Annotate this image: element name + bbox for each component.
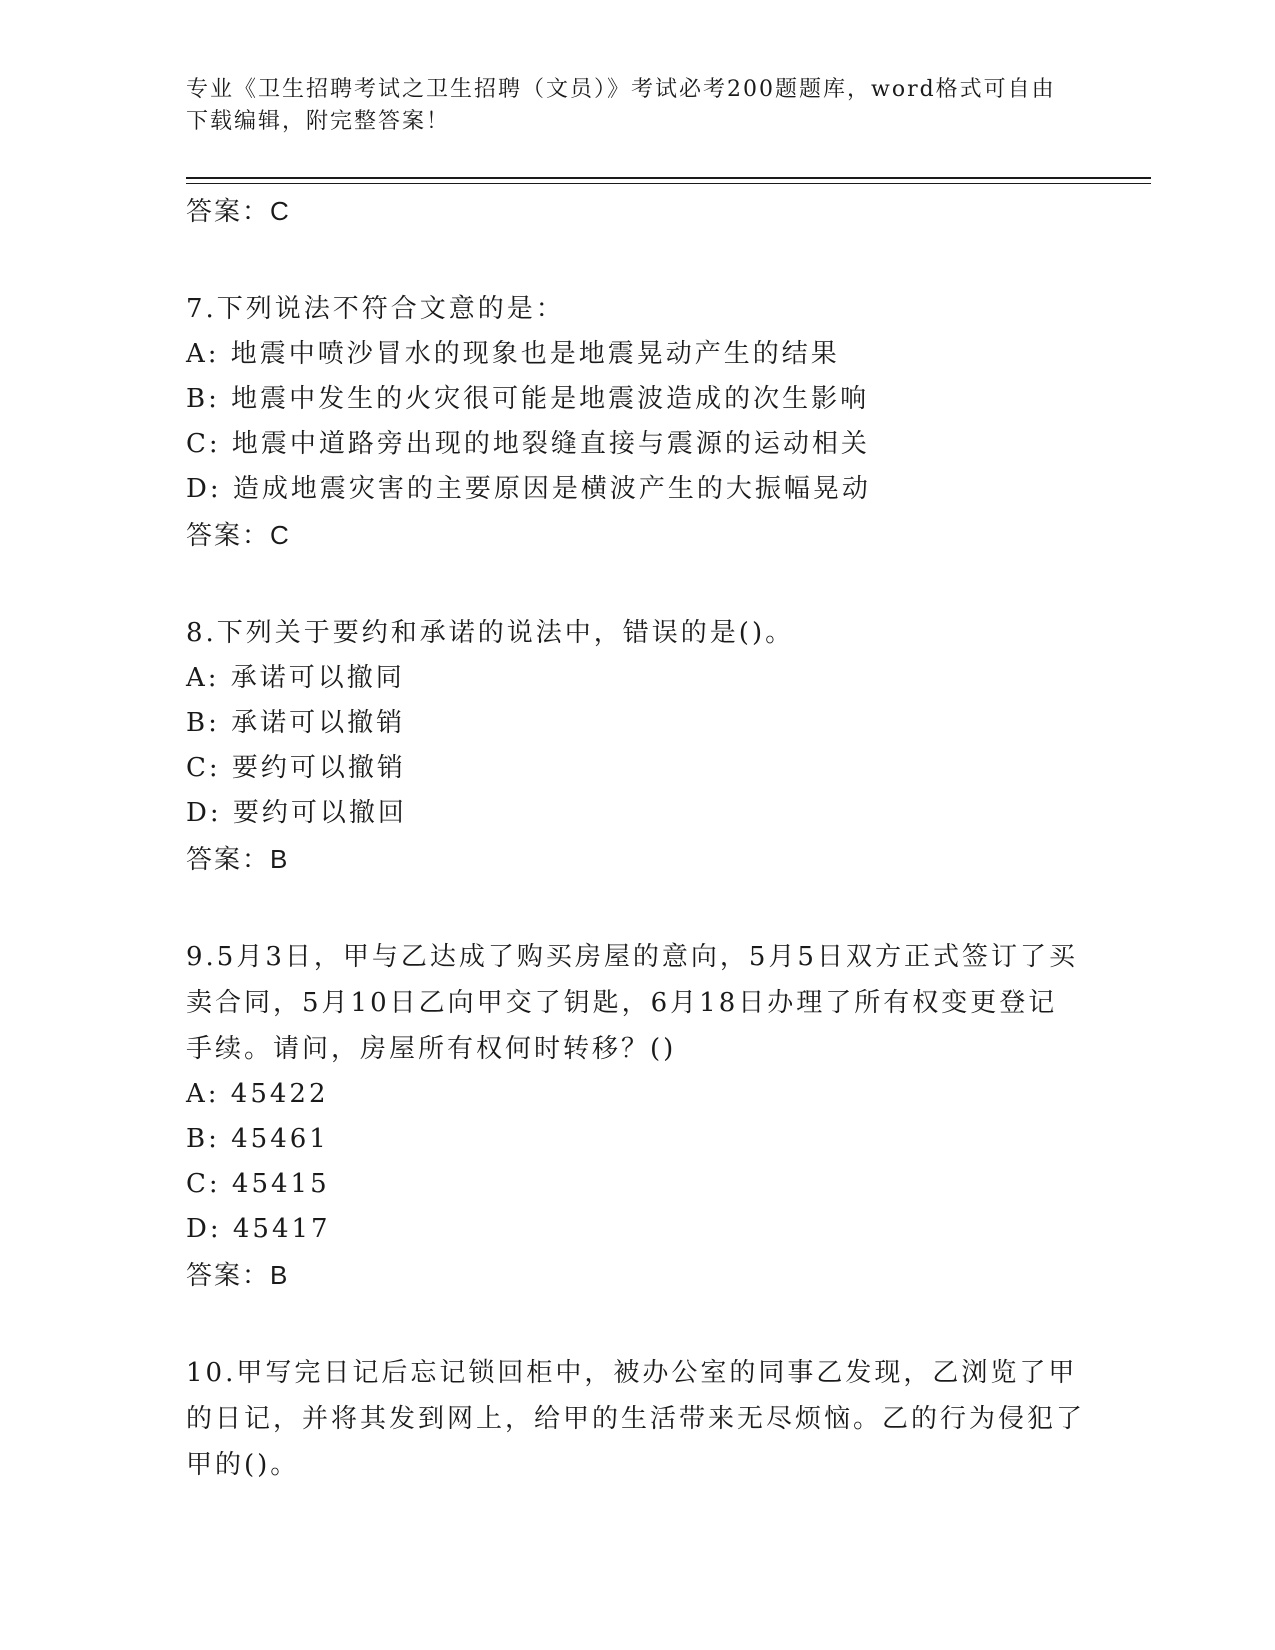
option-b: B: 地震中发生的火灾很可能是地震波造成的次生影响 xyxy=(186,384,870,414)
option-d: D: 要约可以撤回 xyxy=(186,798,407,828)
answer-label: 答案：C xyxy=(186,520,291,550)
option-b: B: 45461 xyxy=(186,1124,329,1154)
answer-label: 答案：B xyxy=(186,844,290,874)
option-a: A: 45422 xyxy=(186,1079,329,1109)
option-d: D: 45417 xyxy=(186,1214,331,1244)
option-d: D: 造成地震灾害的主要原因是横波产生的大振幅晃动 xyxy=(186,474,871,504)
answer-label: 答案：B xyxy=(186,1260,290,1290)
header-divider-thick xyxy=(186,177,1151,179)
option-c: C: 45415 xyxy=(186,1169,330,1199)
header-divider-thin xyxy=(186,183,1151,184)
question-9 xyxy=(186,934,1086,1298)
option-c: C: 要约可以撤销 xyxy=(186,753,406,783)
question-text: 10.甲写完日记后忘记锁回柜中，被办公室的同事乙发现，乙浏览了甲的日记，并将其发到网上，给甲的生活带来无尽烦恼。乙的行为侵犯了甲的()。 xyxy=(186,1358,1086,1480)
option-c: C: 地震中道路旁出现的地裂缝直接与震源的运动相关 xyxy=(186,429,870,459)
question-8 xyxy=(186,610,1086,882)
option-a: A: 地震中喷沙冒水的现象也是地震晃动产生的结果 xyxy=(186,339,840,369)
option-a: A: 承诺可以撤同 xyxy=(186,663,405,693)
header-title: 专业《卫生招聘考试之卫生招聘（文员）》考试必考200题题库，word格式可自由下载编辑，附完整答案！ xyxy=(186,77,1056,134)
document-body xyxy=(186,188,1086,1488)
question-text: 8.下列关于要约和承诺的说法中，错误的是()。 xyxy=(186,618,795,648)
question-text: 7.下列说法不符合文意的是： xyxy=(186,294,565,324)
document-header xyxy=(186,74,1066,138)
question-7 xyxy=(186,286,1086,558)
question-10 xyxy=(186,1350,1086,1488)
answer-label: 答案：C xyxy=(186,196,291,226)
option-b: B: 承诺可以撤销 xyxy=(186,708,406,738)
question-text: 9.5月3日，甲与乙达成了购买房屋的意向，5月5日双方正式签订了买卖合同，5月10日乙向甲交了钥匙，6月18日办理了所有权变更登记手续。请问，房屋所有权何时转移？() xyxy=(186,942,1078,1064)
